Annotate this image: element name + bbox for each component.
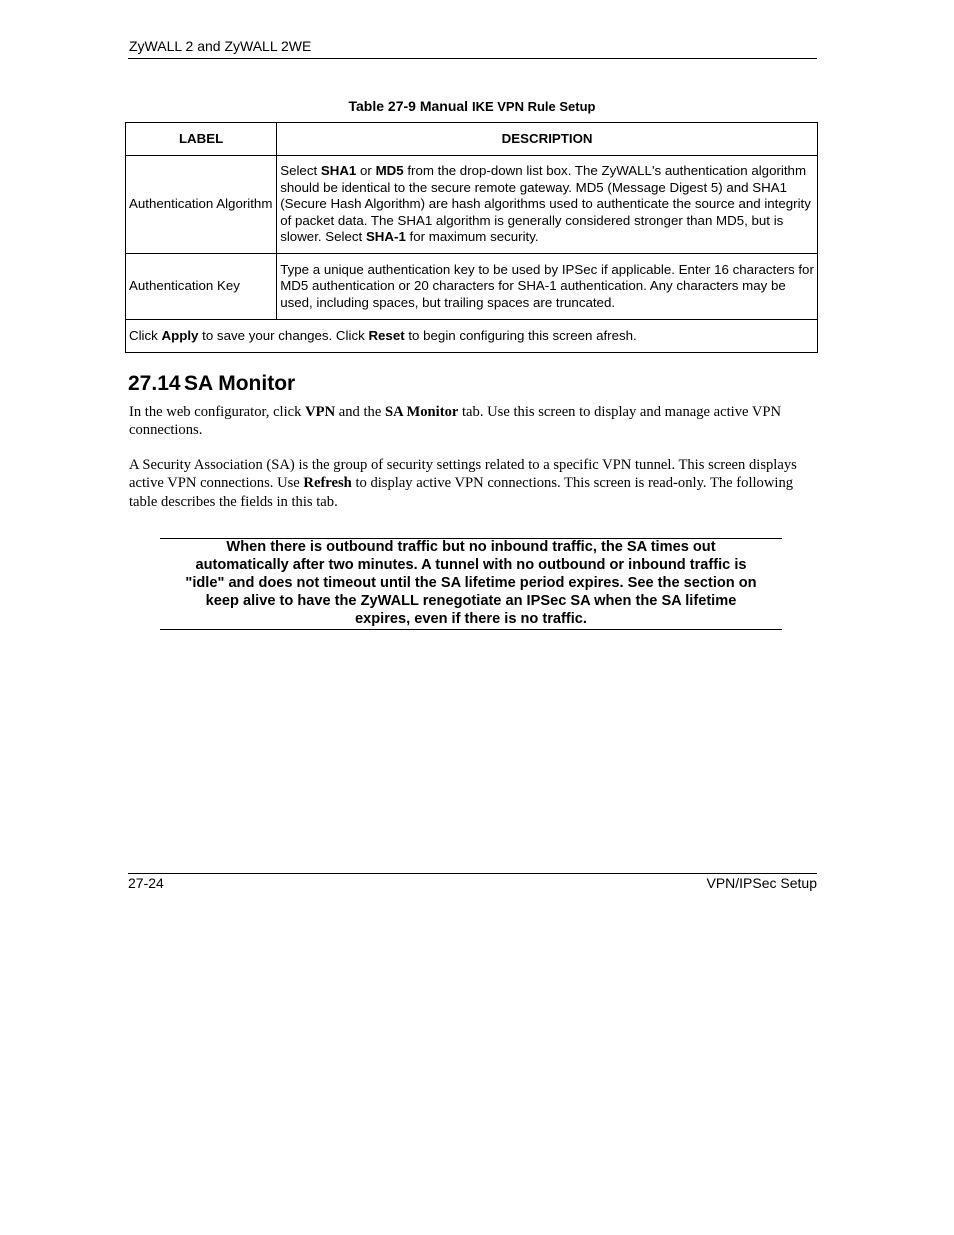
- note-line: automatically after two minutes. A tunnel with no outbound or inbound traffic is: [195, 557, 747, 573]
- row-label: Authentication Algorithm: [126, 156, 277, 254]
- section-title: SA Monitor: [184, 372, 296, 395]
- row-description: Select SHA1 or MD5 from the drop-down list box. The ZyWALL's authentication algorithm should be identical to the secure remote gateway. MD5 (Message Digest 5) and SHA1 (Secure Hash Algorithm) are hash algorithms used to authenticate the source and integrity of packet data. The SHA1 algorithm is generally considered stronger than MD5, but is slower. Select SHA-1 for maximum security.: [277, 156, 818, 254]
- row-description: Type a unique authentication key to be used by IPSec if applicable. Enter 16 characters for MD5 authentication or 20 characters for SHA-1 authentication. Any characters may be used, including spaces, but trailing spaces are truncated.: [277, 254, 818, 320]
- section-number: 27.14: [128, 372, 181, 395]
- table-row: [126, 156, 818, 254]
- note-line: "idle" and does not timeout until the SA lifetime period expires. See the section on: [185, 575, 757, 591]
- table-caption-title: IKE VPN Rule Setup: [471, 99, 596, 114]
- table-caption: [126, 98, 818, 114]
- table-footer-row: [126, 320, 818, 353]
- table-caption-prefix: Table 27-9 Manual: [348, 98, 472, 114]
- running-header: ZyWALL 2 and ZyWALL 2WE: [129, 38, 312, 54]
- section-heading: [128, 372, 295, 396]
- note-line: keep alive to have the ZyWALL renegotiate an IPSec SA when the SA lifetime: [205, 593, 737, 609]
- table-header-row: [126, 123, 818, 156]
- table-footer-note: Click Apply to save your changes. Click Reset to begin configuring this screen afresh.: [126, 320, 818, 353]
- header-rule: [128, 58, 817, 59]
- footer-rule: [128, 873, 817, 874]
- note-box: [160, 538, 782, 628]
- note-line: When there is outbound traffic but no inbound traffic, the SA times out: [226, 539, 716, 555]
- ike-vpn-rule-table: [125, 122, 818, 353]
- row-label: Authentication Key: [126, 254, 277, 320]
- column-header-description: DESCRIPTION: [277, 123, 818, 156]
- chapter-title: VPN/IPSec Setup: [706, 875, 817, 891]
- table-row: [126, 254, 818, 320]
- sa-description-paragraph: A Security Association (SA) is the group of security settings related to a specific VPN tunnel. This screen displays active VPN connections. Use Refresh to display active VPN connections. This screen is read-only. The following table describes the fields in this tab.: [129, 457, 797, 510]
- note-bottom-rule: [160, 629, 782, 630]
- column-header-label: LABEL: [126, 123, 277, 156]
- page-number: 27-24: [128, 875, 164, 891]
- note-line: expires, even if there is no traffic.: [355, 611, 587, 627]
- intro-paragraph: In the web configurator, click VPN and the SA Monitor tab. Use this screen to display and manage active VPN connections.: [129, 404, 782, 439]
